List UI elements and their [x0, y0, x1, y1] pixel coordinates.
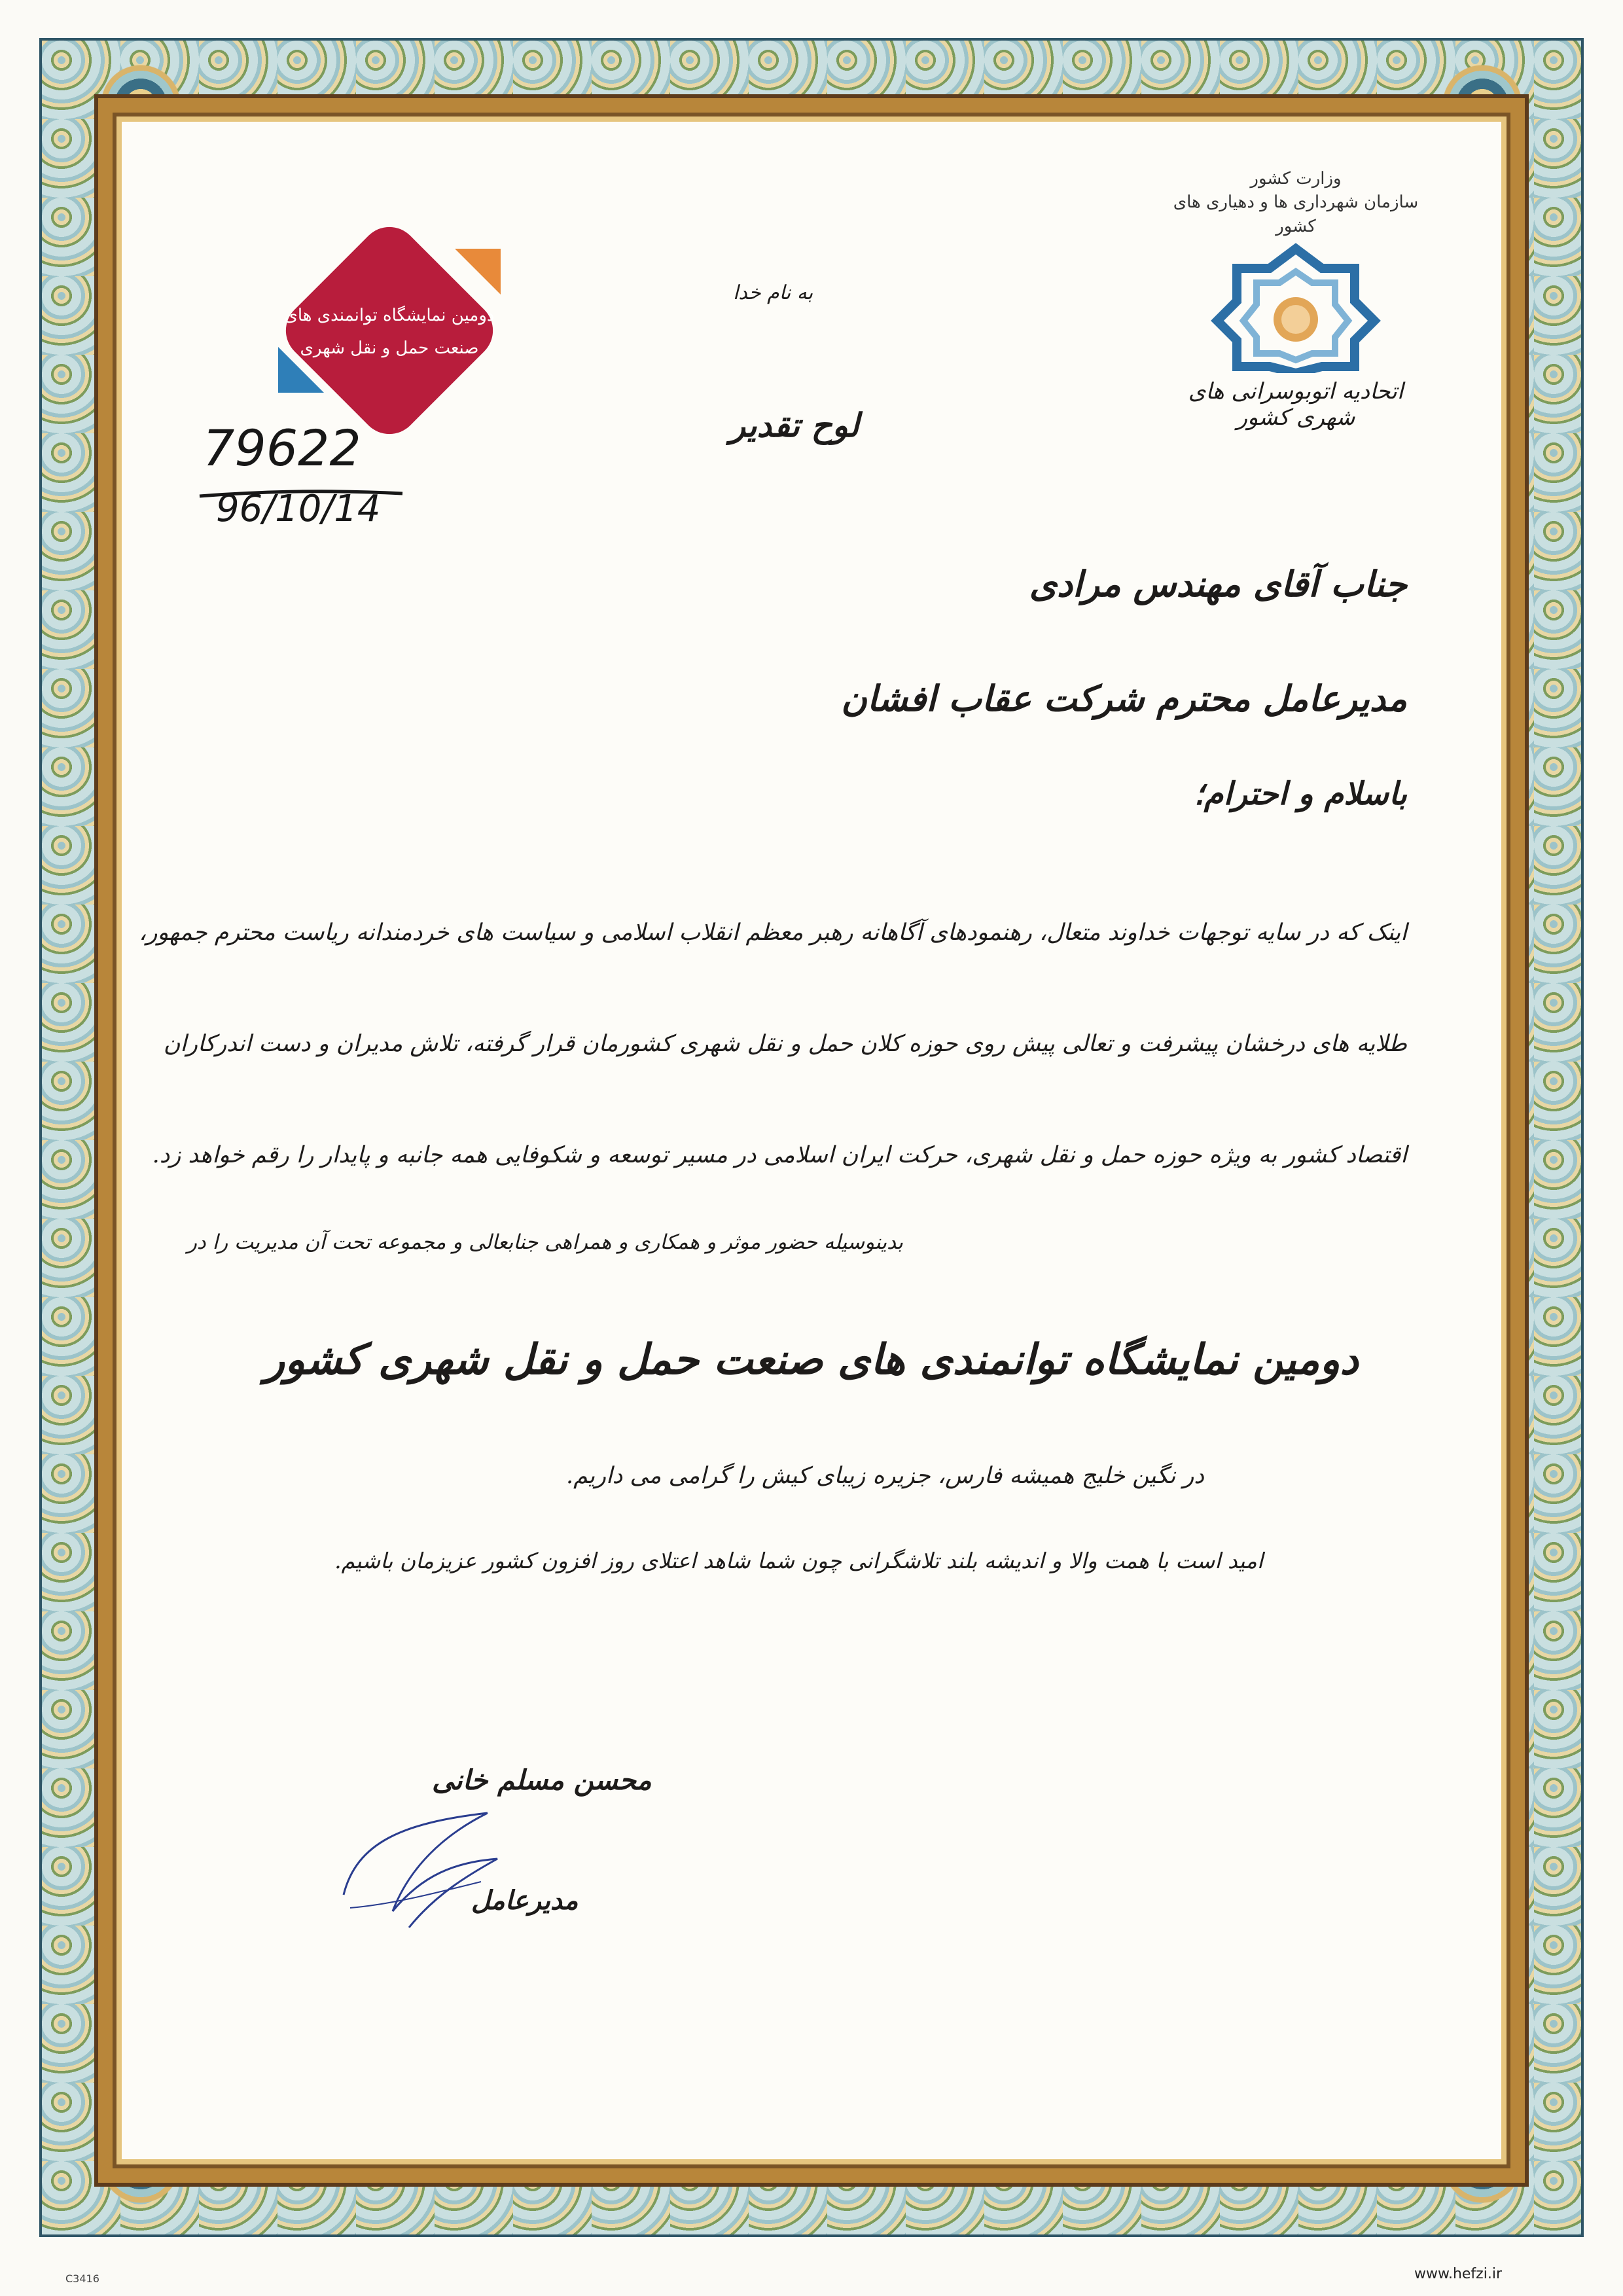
union-emblem-icon — [1207, 242, 1384, 373]
reference-number: 79622 — [203, 419, 361, 477]
body-line-1: اینک که در سایه توجهات خداوند متعال، رهنمودهای آگاهانه رهبر معظم انقلاب اسلامی و سیاست های خردمندانه ریاست محترم جمهور، — [139, 920, 1407, 946]
union-name: اتحادیه اتوبوسرانی های شهری کشور — [1188, 378, 1404, 431]
expo-badge-line2: صنعت حمل و نقل شهری — [300, 338, 479, 358]
exhibition-name: دومین نمایشگاه توانمندی های صنعت حمل و نقل شهری کشور — [264, 1335, 1359, 1384]
reference-underline — [196, 484, 406, 504]
organization-name: سازمان شهرداری ها و دهیاری های کشور — [1173, 192, 1419, 236]
reference-date: 96/10/14 — [216, 488, 381, 530]
handwritten-signature — [330, 1797, 514, 1941]
expo-badge-logo — [272, 223, 507, 439]
footer-url: www.hefzi.ir — [1414, 2266, 1502, 2282]
closing-line-1: در نگین خلیج همیشه فارس، جزیره زیبای کیش را گرامی می داریم. — [565, 1463, 1204, 1489]
footer-code: C3416 — [65, 2272, 99, 2285]
expo-badge — [272, 223, 507, 441]
recipient-line-1: جناب آقای مهندس مرادی — [1029, 563, 1407, 605]
union-logo-block — [1165, 167, 1427, 431]
certificate-title: لوح تقدیر — [730, 406, 859, 444]
body-line-3: اقتصاد کشور به ویژه حوزه حمل و نقل شهری، حرکت ایران اسلامی در مسیر توسعه و شکوفایی همه جانبه و پایدار را رقم خواهد زد. — [152, 1142, 1407, 1168]
recipient-line-2: مدیرعامل محترم شرکت عقاب افشان — [841, 677, 1407, 719]
body-line-2: طلایه های درخشان پیشرفت و تعالی پیش روی حوزه کلان حمل و نقل شهری کشورمان قرار گرفته، تلاش مدیران و دست اندرکاران — [163, 1031, 1407, 1057]
greeting: باسلام و احترام؛ — [1194, 776, 1407, 812]
body-line-4: بدینوسیله حضور موثر و همکاری و همراهی جنابعالی و مجموعه تحت آن مدیریت را در — [187, 1230, 903, 1254]
ministry-name: وزارت کشور — [1250, 169, 1342, 188]
signer-title: مدیرعامل — [471, 1885, 579, 1916]
signer-name: محسن مسلم خانی — [432, 1764, 652, 1796]
expo-badge-line1: دومین نمایشگاه توانمندی های — [284, 306, 495, 325]
closing-line-2: امید است با همت والا و اندیشه بلند تلاشگرانی چون شما شاهد اعتلای روز افزون کشور عزیزمان باشیم. — [334, 1548, 1263, 1573]
basmala: به نام خدا — [733, 281, 813, 304]
